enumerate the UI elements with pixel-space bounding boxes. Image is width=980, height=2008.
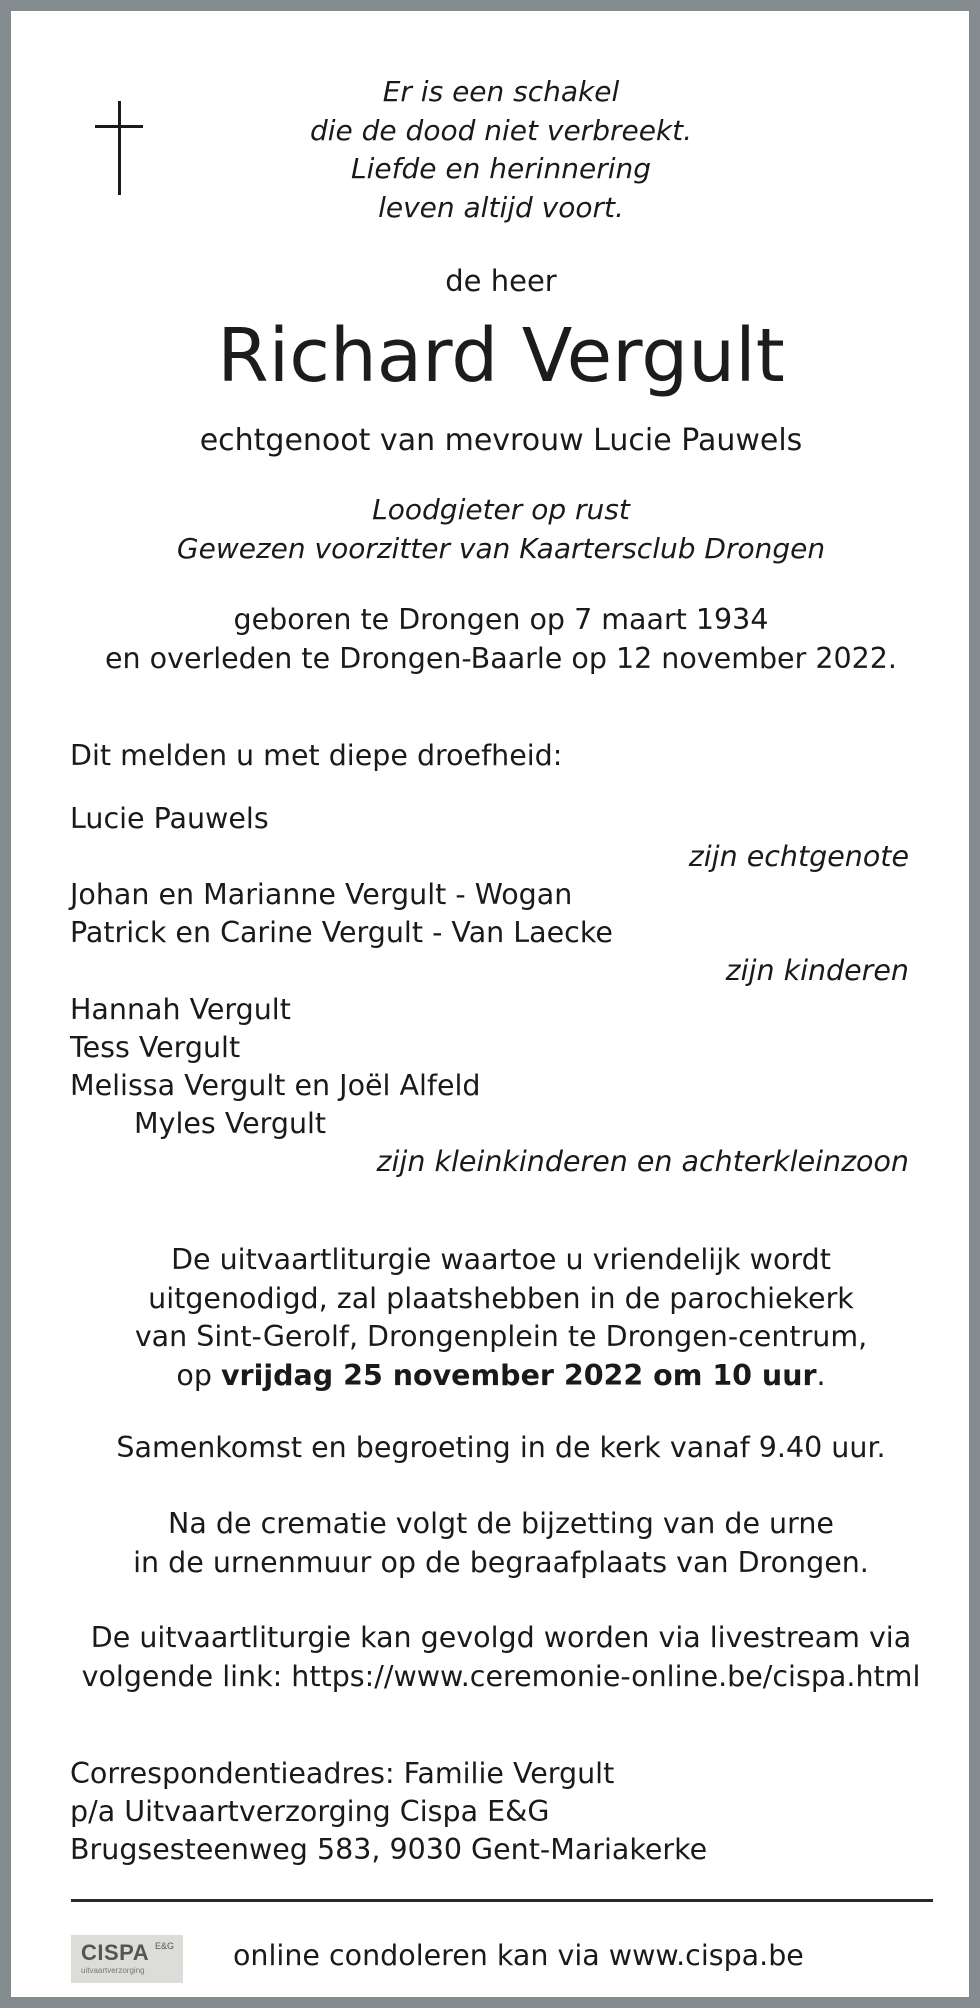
cremation-line: Na de crematie volgt de bijzetting van de urne [168, 1507, 834, 1540]
title-prefix: de heer [445, 264, 557, 298]
cremation-line: in de urnenmuur op de begraafplaats van Drongen. [133, 1545, 869, 1579]
grandchild-line: Tess Vergult [70, 1031, 241, 1064]
intro-text: Dit melden u met diepe droefheid: [70, 739, 563, 772]
role-line: Gewezen voorzitter van Kaartersclub Drongen [176, 531, 826, 565]
correspondence-line: Correspondentieadres: Familie Vergult [70, 1757, 615, 1790]
correspondence-line: p/a Uitvaartverzorging Cispa E&G [70, 1795, 550, 1828]
funeral-line: De uitvaartliturgie waartoe u vriendelijk wordt [171, 1243, 831, 1276]
spouse-name: Lucie Pauwels [70, 802, 269, 835]
livestream-line: De uitvaartliturgie kan gevolgd worden via livestream via [90, 1621, 912, 1654]
condolence-link[interactable]: online condoleren kan via www.cispa.be [233, 1939, 804, 1972]
cispa-logo [71, 1935, 183, 1983]
death-line: en overleden te Drongen-Baarle op 12 november 2022. [105, 641, 897, 675]
grandchild-line: Hannah Vergult [70, 993, 291, 1026]
child-line: Johan en Marianne Vergult - Wogan [70, 878, 573, 911]
child-line: Patrick en Carine Vergult - Van Laecke [70, 916, 613, 949]
livestream-text [11, 1619, 980, 1696]
grandchild-line: Melissa Vergult en Joël Alfeld [70, 1069, 481, 1102]
livestream-link[interactable]: volgende link: https://www.ceremonie-online.be/cispa.html [81, 1659, 921, 1693]
spouse-line: echtgenoot van mevrouw Lucie Pauwels [199, 423, 803, 458]
roles [11, 491, 980, 568]
cremation-text [11, 1505, 980, 1582]
funeral-announcement [11, 1241, 980, 1395]
deceased-name: Richard Vergult [217, 313, 785, 399]
great-grandchild-line: Myles Vergult [134, 1107, 327, 1140]
logo-subtitle: uitvaartverzorging [81, 1966, 145, 1975]
funeral-line: uitgenodigd, zal plaatshebben in de parochiekerk [148, 1281, 854, 1315]
logo-brand: CISPA [81, 1940, 150, 1965]
funeral-date-prefix: op [176, 1358, 221, 1392]
children-label: zijn kinderen [725, 954, 909, 987]
funeral-line: van Sint-Gerolf, Drongenplein te Drongen-centrum, [134, 1320, 868, 1353]
grandchildren-label: zijn kleinkinderen en achterkleinzoon [376, 1145, 909, 1178]
spouse-label: zijn echtgenote [688, 840, 909, 873]
divider [71, 1899, 933, 1902]
poem-line: Liefde en herinnering [350, 152, 652, 185]
correspondence-line: Brugsesteenweg 583, 9030 Gent-Mariakerke [70, 1833, 708, 1866]
poem-line: Er is een schakel [382, 75, 620, 108]
poem-line: leven altijd voort. [378, 190, 624, 224]
funeral-date: vrijdag 25 november 2022 om 10 uur [220, 1358, 817, 1392]
life-dates [11, 601, 980, 678]
gathering-text: Samenkomst en begroeting in de kerk vanaf 9.40 uur. [116, 1431, 886, 1464]
birth-line: geboren te Drongen op 7 maart 1934 [233, 603, 769, 636]
funeral-date-line [11, 1357, 980, 1396]
poem-line: die de dood niet verbreekt. [309, 113, 693, 147]
funeral-date-suffix: . [816, 1358, 826, 1392]
logo-superscript: E&G [155, 1941, 175, 1951]
memorial-poem [11, 73, 980, 227]
role-line: Loodgieter op rust [372, 493, 630, 526]
